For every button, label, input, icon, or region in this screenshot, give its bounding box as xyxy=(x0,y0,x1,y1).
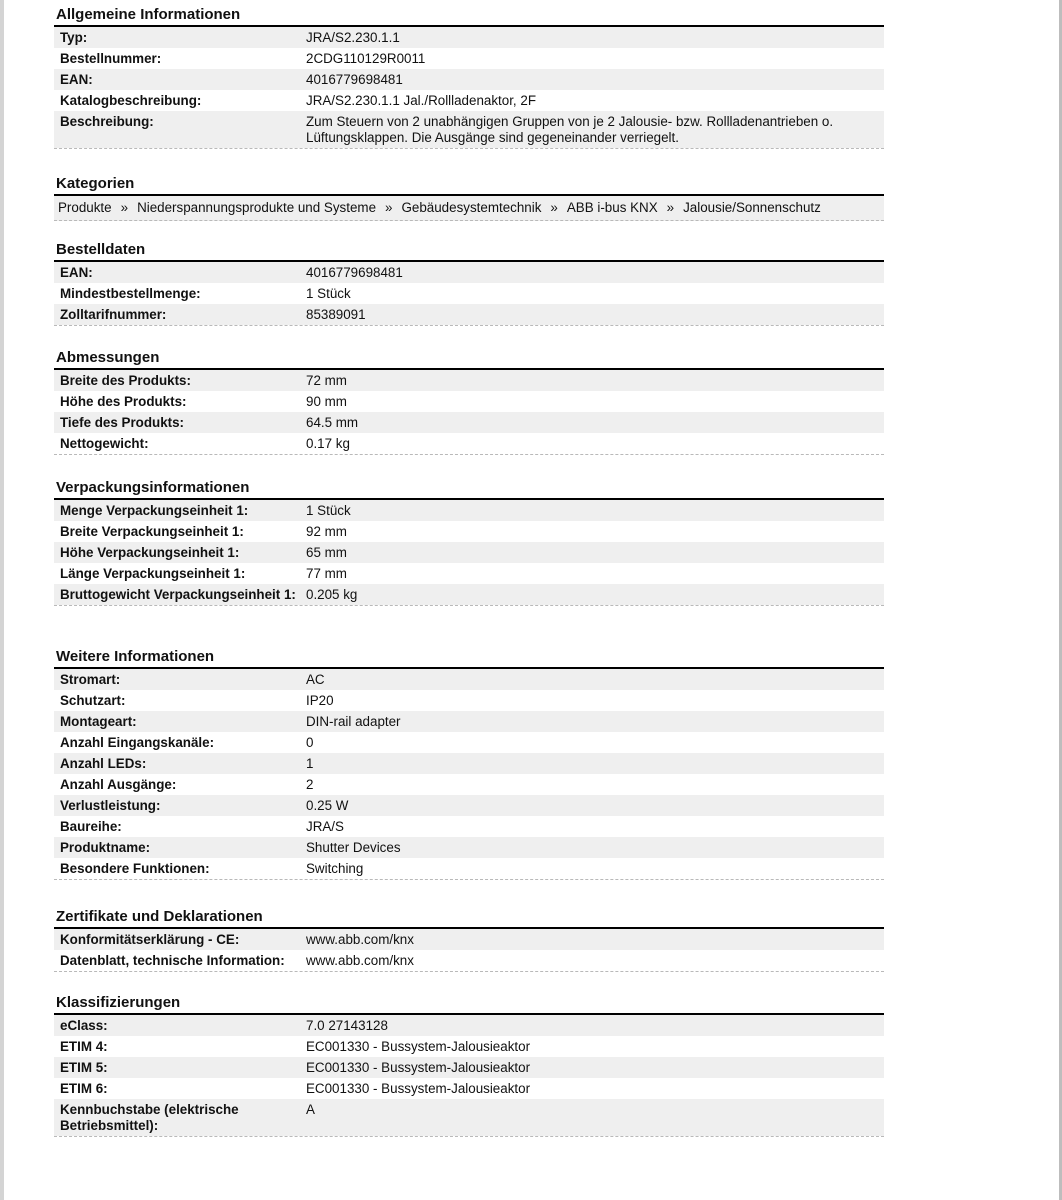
section-order xyxy=(54,239,884,326)
row-value: 7.0 27143128 xyxy=(306,1018,388,1033)
row-label: Typ: xyxy=(60,30,88,45)
table-row xyxy=(54,732,884,753)
row-value: 65 mm xyxy=(306,545,347,560)
row-label: Stromart: xyxy=(60,672,121,687)
section-certificates xyxy=(54,906,884,972)
table-row xyxy=(54,370,884,391)
row-value: Zum Steuern von 2 unabhängigen Gruppen von je 2 Jalousie- bzw. Rollladenantrieben o. Lüftungsklappen. Die Ausgänge sind gegeneinander verriegelt. xyxy=(306,114,834,145)
table-row xyxy=(54,837,884,858)
breadcrumb-separator: » xyxy=(120,200,129,215)
row-label: Datenblatt, technische Information: xyxy=(60,953,285,968)
row-label: Montageart: xyxy=(60,714,137,729)
row-value: 0.25 W xyxy=(306,798,349,813)
row-label: Breite Verpackungseinheit 1: xyxy=(60,524,244,539)
general-table xyxy=(54,27,884,149)
packaging-table xyxy=(54,500,884,606)
section-title: Bestelldaten xyxy=(54,239,884,262)
row-value: JRA/S xyxy=(306,819,344,834)
row-label: EAN: xyxy=(60,72,93,87)
row-label: Besondere Funktionen: xyxy=(60,861,210,876)
row-value: 92 mm xyxy=(306,524,347,539)
row-label: Breite des Produkts: xyxy=(60,373,191,388)
row-label: Nettogewicht: xyxy=(60,436,149,451)
row-label: Menge Verpackungseinheit 1: xyxy=(60,503,249,518)
row-label: Anzahl Ausgänge: xyxy=(60,777,177,792)
table-row xyxy=(54,412,884,433)
row-label: Höhe Verpackungseinheit 1: xyxy=(60,545,240,560)
page-left-edge xyxy=(0,0,4,1200)
breadcrumb-item[interactable]: Niederspannungsprodukte und Systeme xyxy=(137,200,377,215)
row-value: 0.205 kg xyxy=(306,587,358,602)
row-label: ETIM 6: xyxy=(60,1081,108,1096)
row-label: Zolltarifnummer: xyxy=(60,307,167,322)
section-title: Weitere Informationen xyxy=(54,646,884,669)
row-value: IP20 xyxy=(306,693,334,708)
table-row xyxy=(54,753,884,774)
section-title: Zertifikate und Deklarationen xyxy=(54,906,884,929)
table-row xyxy=(54,563,884,584)
row-label: Tiefe des Produkts: xyxy=(60,415,185,430)
row-label: Katalogbeschreibung: xyxy=(60,93,202,108)
row-label: Länge Verpackungseinheit 1: xyxy=(60,566,246,581)
table-row xyxy=(54,1057,884,1078)
breadcrumb-separator: » xyxy=(666,200,675,215)
section-title: Allgemeine Informationen xyxy=(54,4,884,27)
table-row xyxy=(54,48,884,69)
row-value: 1 Stück xyxy=(306,503,351,518)
classification-table xyxy=(54,1015,884,1137)
row-label: ETIM 5: xyxy=(60,1060,108,1075)
section-general xyxy=(54,4,884,149)
table-row xyxy=(54,929,884,950)
row-value: EC001330 - Bussystem-Jalousieaktor xyxy=(306,1060,531,1075)
table-row xyxy=(54,584,884,605)
row-value: A xyxy=(306,1102,315,1117)
breadcrumb-separator: » xyxy=(385,200,393,215)
row-value: 0 xyxy=(306,735,314,750)
row-label: Schutzart: xyxy=(60,693,126,708)
section-title: Verpackungsinformationen xyxy=(54,477,884,500)
breadcrumb-item[interactable]: Produkte xyxy=(58,200,112,215)
row-label: Kennbuchstabe (elektrische Betriebsmittel): xyxy=(60,1102,239,1133)
row-label: Mindestbestellmenge: xyxy=(60,286,201,301)
row-label: Anzahl LEDs: xyxy=(60,756,147,771)
row-value: 2 xyxy=(306,777,314,792)
section-title: Kategorien xyxy=(54,173,884,196)
breadcrumb-item[interactable]: Jalousie/Sonnenschutz xyxy=(683,200,821,215)
row-label: Bruttogewicht Verpackungseinheit 1: xyxy=(60,587,296,602)
table-row xyxy=(54,1099,884,1136)
row-label: Produktname: xyxy=(60,840,151,855)
table-row xyxy=(54,950,884,971)
section-packaging xyxy=(54,477,884,606)
table-row xyxy=(54,391,884,412)
category-breadcrumb xyxy=(54,196,884,221)
row-value: 85389091 xyxy=(306,307,366,322)
certificates-table xyxy=(54,929,884,972)
section-classification xyxy=(54,992,884,1137)
table-row xyxy=(54,774,884,795)
section-categories xyxy=(54,173,884,221)
row-value: 90 mm xyxy=(306,394,347,409)
row-value: 72 mm xyxy=(306,373,347,388)
section-title: Klassifizierungen xyxy=(54,992,884,1015)
table-row xyxy=(54,111,884,148)
section-dimensions xyxy=(54,347,884,455)
row-label: Höhe des Produkts: xyxy=(60,394,187,409)
row-value: Shutter Devices xyxy=(306,840,401,855)
table-row xyxy=(54,304,884,325)
table-row xyxy=(54,858,884,879)
row-label: Baureihe: xyxy=(60,819,122,834)
row-label: Konformitätserklärung - CE: xyxy=(60,932,240,947)
row-value: 1 xyxy=(306,756,314,771)
table-row xyxy=(54,262,884,283)
table-row xyxy=(54,433,884,454)
table-row xyxy=(54,795,884,816)
further-table xyxy=(54,669,884,880)
row-value: AC xyxy=(306,672,325,687)
order-table xyxy=(54,262,884,326)
row-value: 2CDG110129R0011 xyxy=(306,51,426,66)
table-row xyxy=(54,816,884,837)
section-further xyxy=(54,646,884,880)
row-label: Beschreibung: xyxy=(60,114,154,129)
breadcrumb-item[interactable]: Gebäudesystemtechnik xyxy=(401,200,542,215)
row-value: EC001330 - Bussystem-Jalousieaktor xyxy=(306,1039,531,1054)
table-row xyxy=(54,669,884,690)
row-label: Bestellnummer: xyxy=(60,51,162,66)
table-row xyxy=(54,711,884,732)
row-value: EC001330 - Bussystem-Jalousieaktor xyxy=(306,1081,531,1096)
table-row xyxy=(54,69,884,90)
row-label: eClass: xyxy=(60,1018,108,1033)
table-row xyxy=(54,90,884,111)
table-row xyxy=(54,27,884,48)
row-value: 64.5 mm xyxy=(306,415,359,430)
row-value: 4016779698481 xyxy=(306,72,403,87)
table-row xyxy=(54,542,884,563)
breadcrumb-item[interactable]: ABB i-bus KNX xyxy=(566,200,658,215)
row-value: Switching xyxy=(306,861,364,876)
row-value: 0.17 kg xyxy=(306,436,350,451)
table-row xyxy=(54,521,884,542)
table-row xyxy=(54,1036,884,1057)
row-link[interactable]: www.abb.com/knx xyxy=(306,932,414,947)
row-link[interactable]: www.abb.com/knx xyxy=(306,953,414,968)
row-label: EAN: xyxy=(60,265,93,280)
row-value: 77 mm xyxy=(306,566,347,581)
row-value: DIN-rail adapter xyxy=(306,714,401,729)
table-row xyxy=(54,283,884,304)
row-value: 1 Stück xyxy=(306,286,351,301)
row-value: JRA/S2.230.1.1 xyxy=(306,30,400,45)
row-value: 4016779698481 xyxy=(306,265,403,280)
breadcrumb-separator: » xyxy=(550,200,558,215)
row-value: JRA/S2.230.1.1 Jal./Rollladenaktor, 2F xyxy=(306,93,537,108)
table-row xyxy=(54,500,884,521)
table-row xyxy=(54,1078,884,1099)
table-row xyxy=(54,690,884,711)
section-title: Abmessungen xyxy=(54,347,884,370)
row-label: ETIM 4: xyxy=(60,1039,108,1054)
table-row xyxy=(54,1015,884,1036)
row-label: Verlustleistung: xyxy=(60,798,161,813)
row-label: Anzahl Eingangskanäle: xyxy=(60,735,215,750)
dimensions-table xyxy=(54,370,884,455)
